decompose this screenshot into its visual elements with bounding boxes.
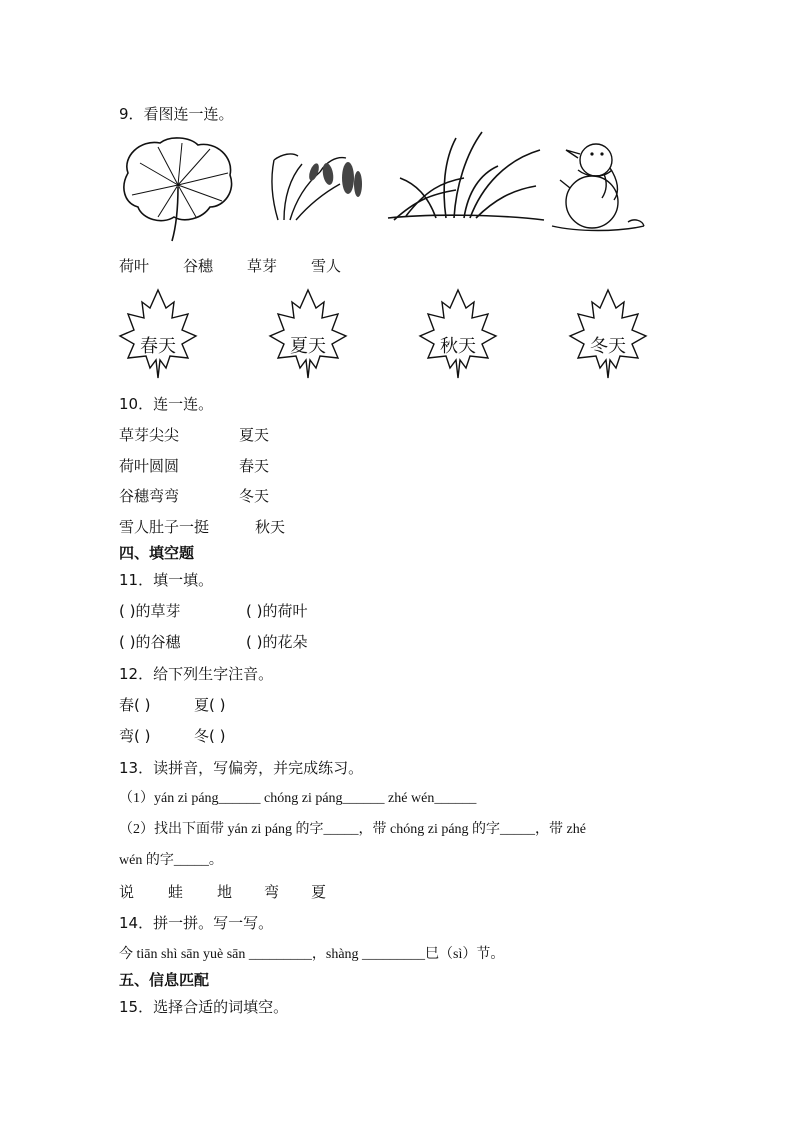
q12-title: 12．给下列生字注音。 [119, 665, 274, 683]
q13-line2: （2）找出下面带 yán zi páng 的字_____，带 chóng zi páng 的字_____，带 zhé [119, 822, 586, 837]
q12-blank: 春( ) [119, 696, 151, 714]
q11-blank: ( )的花朵 [246, 633, 308, 651]
q13-char: 蛙 [168, 883, 184, 901]
q11-blank: ( )的谷穗 [119, 633, 181, 651]
season-leaf [568, 288, 648, 380]
lotus-leaf-icon [118, 133, 238, 245]
q10-left-item: 草芽尖尖 [119, 426, 180, 444]
q12-blank: 弯( ) [119, 727, 151, 745]
q13-line1: （1）yán zi páng______ chóng zi páng______ zhé wén______ [119, 791, 477, 806]
q11-blank: ( )的草芽 [119, 602, 181, 620]
q10-right-item: 秋天 [255, 518, 286, 536]
q10-left-item: 雪人肚子一挺 [119, 518, 210, 536]
q14-line: 今 tiān shì sān yuè sān _________，shàng _________巳（sì）节。 [119, 947, 505, 962]
leaf-label: 春天 [140, 336, 176, 357]
word-label: 雪人 [311, 257, 342, 275]
q10-right-item: 春天 [239, 457, 270, 475]
q13-char: 说 [119, 883, 135, 901]
snowman-icon [548, 140, 648, 238]
word-label: 荷叶 [119, 257, 150, 275]
q14-title: 14．拼一拼。写一写。 [119, 914, 274, 932]
leaf-label: 冬天 [590, 336, 626, 357]
q13-char: 夏 [311, 883, 327, 901]
q10-right-item: 冬天 [239, 487, 270, 505]
q10-right-item: 夏天 [239, 426, 270, 444]
q11-title: 11．填一填。 [119, 571, 214, 589]
grass-sprout-icon [386, 130, 546, 226]
season-leaf [118, 288, 198, 380]
q10-left-item: 荷叶圆圆 [119, 457, 180, 475]
q12-blank: 夏( ) [194, 696, 226, 714]
season-leaf [418, 288, 498, 380]
q9-title: 9．看图连一连。 [119, 105, 234, 123]
q11-blank: ( )的荷叶 [246, 602, 308, 620]
section-heading: 五、信息匹配 [119, 971, 210, 989]
q10-left-item: 谷穗弯弯 [119, 487, 180, 505]
q13-line3: wén 的字_____。 [119, 853, 223, 868]
q13-char: 弯 [264, 883, 280, 901]
q15-title: 15．选择合适的词填空。 [119, 998, 289, 1016]
q13-title: 13．读拼音，写偏旁，并完成练习。 [119, 759, 364, 777]
section-heading: 四、填空题 [119, 544, 195, 562]
q12-blank: 冬( ) [194, 727, 226, 745]
q10-title: 10．连一连。 [119, 395, 214, 413]
word-label: 草芽 [247, 257, 278, 275]
q13-char: 地 [217, 883, 233, 901]
leaf-label: 秋天 [440, 336, 476, 357]
leaf-label: 夏天 [290, 336, 326, 357]
season-leaf [268, 288, 348, 380]
rice-ear-icon [262, 150, 366, 222]
word-label: 谷穗 [183, 257, 214, 275]
